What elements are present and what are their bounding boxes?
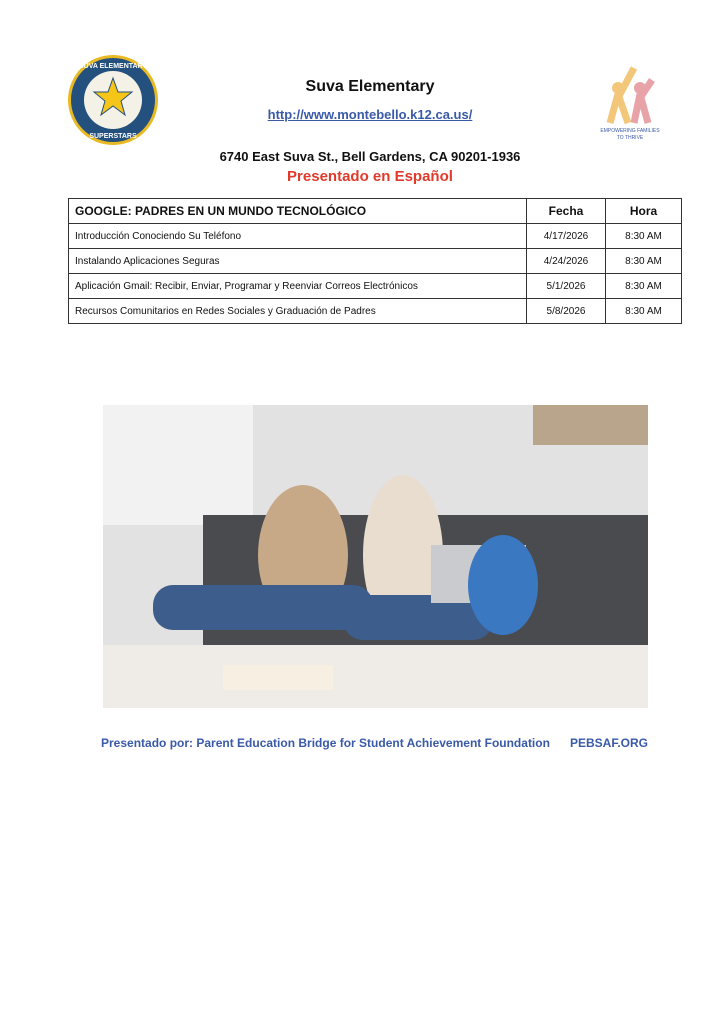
course-title-header: GOOGLE: PADRES EN UN MUNDO TECNOLÓGICO: [69, 199, 527, 224]
svg-text:SUPERSTARS: SUPERSTARS: [89, 133, 137, 140]
session-title: Introducción Conociendo Su Teléfono: [69, 224, 527, 249]
session-date: 5/1/2026: [527, 274, 606, 299]
session-date: 4/17/2026: [527, 224, 606, 249]
empowering-families-logo: [590, 58, 670, 142]
session-time: 8:30 AM: [606, 274, 682, 299]
session-date: 5/8/2026: [527, 299, 606, 324]
presented-by-text: Presentado por: Parent Education Bridge for Student Achievement Foundation: [101, 736, 550, 750]
school-address: 6740 East Suva St., Bell Gardens, CA 90201-1936: [219, 149, 521, 164]
pebsaf-link[interactable]: PEBSAF.ORG: [570, 736, 649, 750]
school-name: Suva Elementary: [305, 78, 435, 95]
school-website-link[interactable]: http://www.montebello.k12.ca.us/: [267, 107, 473, 122]
date-header: Fecha: [527, 199, 606, 224]
schedule-table: [68, 198, 682, 324]
session-time: 8:30 AM: [606, 299, 682, 324]
svg-text:EMPOWERING FAMILIES: EMPOWERING FAMILIES: [600, 128, 660, 134]
suva-superstars-logo: [67, 54, 159, 146]
session-title: Instalando Aplicaciones Seguras: [69, 249, 527, 274]
table-row: [69, 224, 682, 249]
session-title: Recursos Comunitarios en Redes Sociales y Graduación de Padres: [69, 299, 527, 324]
table-row: [69, 249, 682, 274]
table-header-row: [69, 199, 682, 224]
svg-text:TO THRIVE: TO THRIVE: [616, 135, 644, 141]
session-date: 4/24/2026: [527, 249, 606, 274]
session-time: 8:30 AM: [606, 249, 682, 274]
time-header: Hora: [606, 199, 682, 224]
table-row: [69, 299, 682, 324]
session-title: Aplicación Gmail: Recibir, Enviar, Programar y Reenviar Correos Electrónicos: [69, 274, 527, 299]
svg-text:SUVA ELEMENTARY: SUVA ELEMENTARY: [78, 63, 148, 70]
family-photo: [103, 405, 648, 708]
session-time: 8:30 AM: [606, 224, 682, 249]
language-note: Presentado en Español: [287, 168, 453, 185]
table-row: [69, 274, 682, 299]
